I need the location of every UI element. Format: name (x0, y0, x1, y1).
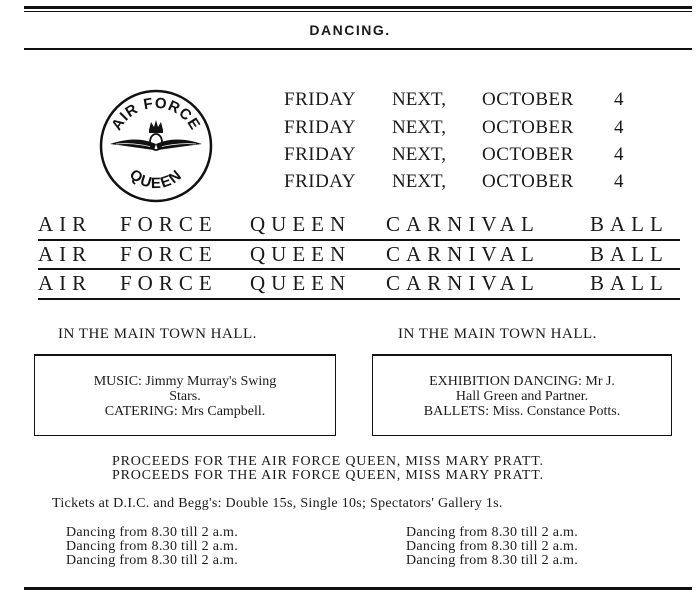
box-bottom-edge (35, 435, 335, 437)
ball-line (38, 212, 678, 238)
ball-word: BALL (590, 212, 669, 236)
ball-word: AIR (38, 242, 93, 266)
venue-right: IN THE MAIN TOWN HALL. (398, 326, 597, 342)
date-number: 4 (614, 89, 624, 110)
music-line-cont: Stars. (169, 389, 201, 404)
dancing-time-left: Dancing from 8.30 till 2 a.m. (66, 553, 239, 568)
ball-word: FORCE (120, 271, 218, 295)
ballets-line: BALLETS: Miss. Constance Potts. (423, 404, 621, 419)
date-number: 4 (614, 171, 624, 192)
ball-bottom-rule (38, 298, 680, 300)
proceeds-line: PROCEEDS FOR THE AIR FORCE QUEEN, MISS MARY PRATT. (112, 454, 544, 469)
date-day: FRIDAY (284, 171, 356, 192)
section-heading: DANCING. (309, 22, 391, 38)
ball-word: QUEEN (250, 271, 352, 295)
emblem-wreath (150, 134, 162, 150)
dancing-time-left: Dancing from 8.30 till 2 a.m. (66, 539, 239, 554)
ball-divider (38, 268, 680, 270)
catering-line: CATERING: Mrs Campbell. (104, 404, 266, 419)
box-content (43, 374, 327, 419)
dancing-time-right: Dancing from 8.30 till 2 a.m. (406, 525, 579, 540)
box-bottom-edge (373, 435, 671, 437)
ball-word: BALL (590, 242, 669, 266)
box-top-edge (373, 354, 671, 356)
ball-word: AIR (38, 271, 93, 295)
date-day: FRIDAY (284, 117, 356, 138)
exhibition-ballets-box (372, 354, 672, 436)
date-month: OCTOBER (482, 171, 574, 192)
date-number: 4 (614, 117, 624, 138)
exhibition-line: EXHIBITION DANCING: Mr J. (429, 374, 615, 389)
ball-line (38, 242, 678, 268)
date-day: FRIDAY (284, 144, 356, 165)
date-next: NEXT, (392, 117, 446, 138)
dancing-time-right: Dancing from 8.30 till 2 a.m. (406, 553, 579, 568)
music-line: MUSIC: Jimmy Murray's Swing (93, 374, 277, 389)
top-rule-thick (24, 6, 692, 9)
air-force-queen-logo (98, 88, 214, 204)
box-content (381, 374, 663, 419)
date-month: OCTOBER (482, 117, 574, 138)
dancing-time-left: Dancing from 8.30 till 2 a.m. (66, 525, 239, 540)
dancing-time-right: Dancing from 8.30 till 2 a.m. (406, 539, 579, 554)
date-next: NEXT, (392, 171, 446, 192)
box-top-edge (35, 354, 335, 356)
music-catering-box (34, 354, 336, 436)
tickets-info: Tickets at D.I.C. and Begg's: Double 15s, Single 10s; Spectators' Gallery 1s. (52, 496, 503, 511)
logo-top-text: AIR FORCE (108, 94, 204, 134)
date-month: OCTOBER (482, 89, 574, 110)
top-rule-thin (24, 11, 692, 12)
date-month: OCTOBER (482, 144, 574, 165)
heading-rule (24, 48, 692, 50)
date-next: NEXT, (392, 144, 446, 165)
wings-icon (110, 140, 202, 151)
ball-word: AIR (38, 212, 93, 236)
ball-word: CARNIVAL (386, 242, 540, 266)
ball-word: CARNIVAL (386, 212, 540, 236)
date-day: FRIDAY (284, 89, 356, 110)
logo-bottom-text: QUEEN (126, 166, 186, 193)
crown-icon (149, 120, 163, 133)
ball-word: BALL (590, 271, 669, 295)
ball-word: FORCE (120, 212, 218, 236)
bottom-rule (24, 587, 692, 590)
ball-word: FORCE (120, 242, 218, 266)
proceeds-line: PROCEEDS FOR THE AIR FORCE QUEEN, MISS MARY PRATT. (112, 468, 544, 483)
date-number: 4 (614, 144, 624, 165)
svg-text:QUEEN (126, 166, 186, 192)
ball-word: QUEEN (250, 212, 352, 236)
venue-left: IN THE MAIN TOWN HALL. (58, 326, 257, 342)
ball-word: QUEEN (250, 242, 352, 266)
date-next: NEXT, (392, 89, 446, 110)
ball-word: CARNIVAL (386, 271, 540, 295)
ball-divider (38, 239, 680, 241)
ball-line (38, 271, 678, 297)
exhibition-line-cont: Hall Green and Partner. (455, 389, 589, 404)
